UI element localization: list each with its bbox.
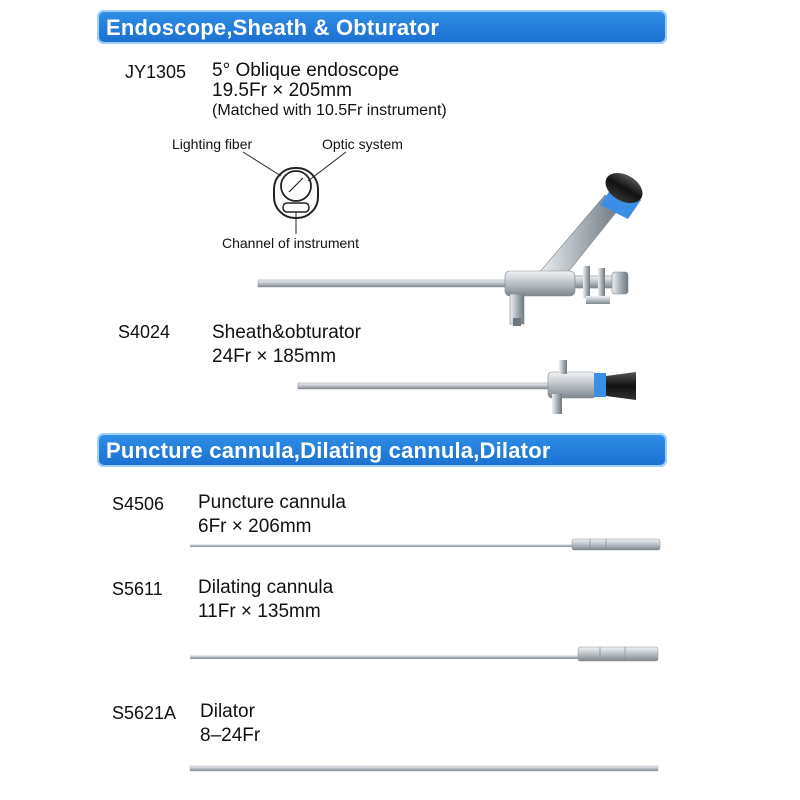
product-name-puncture: Puncture cannula <box>198 492 346 513</box>
product-size-sheath: 24Fr × 185mm <box>212 346 337 367</box>
sheath-illustration <box>298 360 636 414</box>
endoscope-illustration <box>258 167 648 326</box>
product-code-jy1305: JY1305 <box>125 62 187 82</box>
product-name-dilating: Dilating cannula <box>198 577 334 598</box>
product-size-puncture: 6Fr × 206mm <box>198 516 312 537</box>
product-code-s4506: S4506 <box>112 494 165 514</box>
product-size-endoscope: 19.5Fr × 205mm <box>212 80 352 101</box>
section-title: Endoscope,Sheath & Obturator <box>106 15 440 40</box>
product-code-s5611: S5611 <box>112 579 163 599</box>
dilating-cannula-illustration <box>190 647 658 661</box>
product-note-endoscope: (Matched with 10.5Fr instrument) <box>212 102 447 119</box>
product-name-dilator: Dilator <box>200 701 255 722</box>
label-optic-system: Optic system <box>322 136 403 152</box>
puncture-cannula-illustration <box>190 539 660 550</box>
product-code-s4024: S4024 <box>118 322 171 342</box>
product-size-dilating: 11Fr × 135mm <box>198 601 321 622</box>
product-name-sheath: Sheath&obturator <box>212 322 361 343</box>
dilator-illustration <box>190 766 658 771</box>
cross-section-diagram <box>243 152 346 234</box>
product-name-endoscope: 5° Oblique endoscope <box>212 60 400 81</box>
label-lighting-fiber: Lighting fiber <box>172 136 253 152</box>
product-code-s5621a: S5621A <box>112 703 177 723</box>
label-channel-of-instrument: Channel of instrument <box>222 235 359 251</box>
product-size-dilator: 8–24Fr <box>200 725 261 746</box>
section-title: Puncture cannula,Dilating cannula,Dilator <box>106 438 551 463</box>
